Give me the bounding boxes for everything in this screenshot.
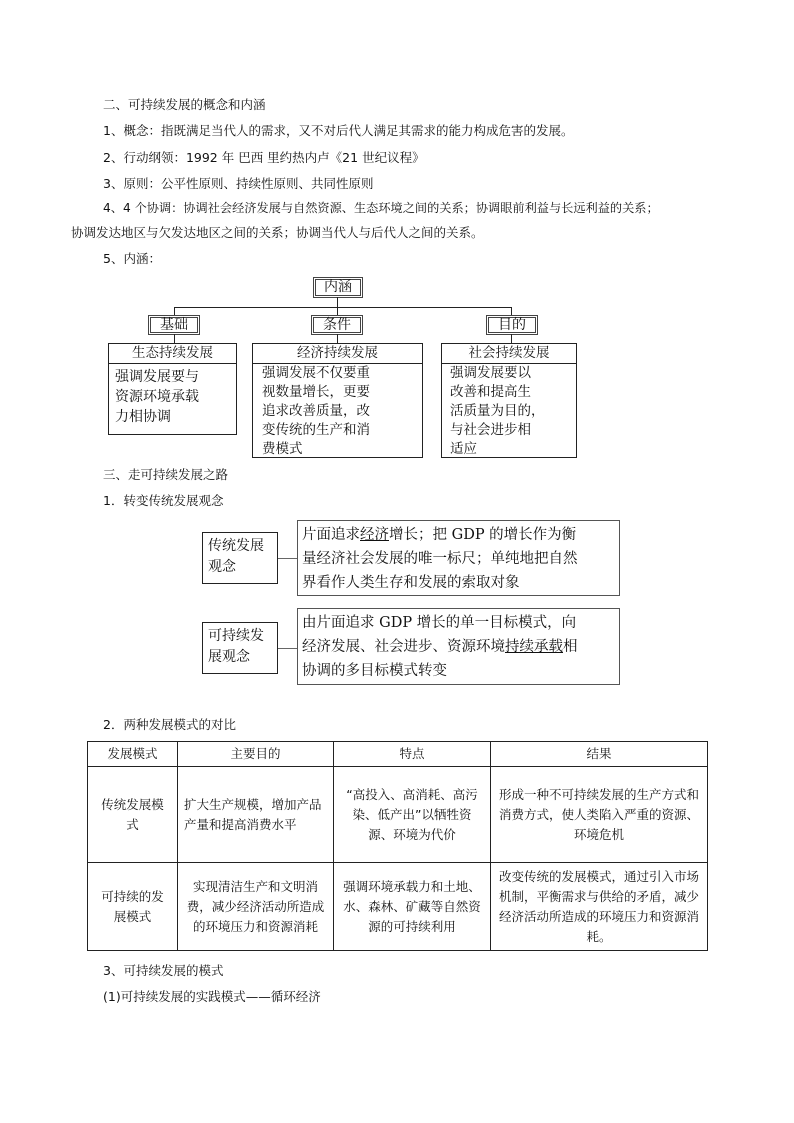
branch-title: 社会持续发展: [442, 344, 576, 364]
label-line: 可持续发: [208, 628, 264, 644]
table-cell: 扩大生产规模，增加产品产量和提高消费水平: [178, 767, 334, 863]
connotation-label: 5、内涵：: [103, 251, 161, 266]
table-header: 主要目的: [178, 742, 334, 767]
traditional-concept-desc: [297, 520, 620, 596]
underlined-term: 经济: [360, 527, 389, 543]
branch-desc-line: 视数量增长，更要: [262, 384, 370, 400]
diagram-category-purpose: 目的: [486, 315, 538, 335]
branch-desc-line: 改善和提高生: [450, 384, 531, 400]
table-cell: 强调环境承载力和土地、水、森林、矿藏等自然资源的可持续利用: [334, 863, 491, 951]
section-heading-3: 三、走可持续发展之路: [103, 467, 229, 482]
development-mode-table: [87, 741, 708, 951]
subheading-2: 2．两种发展模式的对比: [103, 717, 236, 732]
diagram-root: 内涵: [313, 277, 363, 298]
branch-desc-line: 强调发展要与: [115, 369, 199, 385]
branch-desc-line: 资源环境承载: [115, 389, 199, 405]
label-line: 展观念: [208, 649, 250, 665]
diagram-category-condition: 条件: [311, 315, 363, 335]
table-header: 结果: [491, 742, 708, 767]
subheading-1: 1．转变传统发展观念: [103, 493, 224, 508]
traditional-concept-label: [202, 532, 278, 584]
branch-desc-line: 适应: [450, 441, 477, 457]
agenda-line: 2、行动纲领：1992 年 巴西 里约热内卢《21 世纪议程》: [103, 150, 425, 165]
table-cell: “高投入、高消耗、高污染、低产出”以牺牲资源、环境为代价: [334, 767, 491, 863]
branch-desc-line: 变传统的生产和消: [262, 422, 370, 438]
principles-line: 3、原则：公平性原则、持续性原则、共同性原则: [103, 176, 374, 191]
desc-line: 片面追求经济增长；把 GDP 的增长作为衡: [302, 527, 577, 543]
desc-line: 界看作人类生存和发展的索取对象: [302, 575, 520, 591]
desc-part: 相: [563, 639, 578, 655]
table-header: 特点: [334, 742, 491, 767]
diagram-branch-ecological: [108, 343, 237, 435]
table-cell: 形成一种不可持续发展的生产方式和消费方式，使人类陷入严重的资源、环境危机: [491, 767, 708, 863]
label-line: 观念: [208, 559, 236, 575]
table-header-row: [88, 742, 708, 767]
section-heading-2: 二、可持续发展的概念和内涵: [103, 97, 266, 112]
diagram-branch-economic: [252, 343, 423, 458]
branch-title: 生态持续发展: [109, 344, 236, 364]
coordination-line-1: 4、4 个协调：协调社会经济发展与自然资源、生态环境之间的关系；协调眼前利益与长远利益的关系；: [103, 201, 659, 215]
sustainable-concept-desc: [297, 608, 620, 685]
diagram-category-foundation: 基础: [148, 315, 200, 335]
label-line: 传统发展: [208, 538, 264, 554]
underlined-term: 持续承载: [505, 639, 563, 655]
desc-line: 协调的多目标模式转变: [302, 663, 447, 679]
table-cell: 实现清洁生产和文明消费，减少经济活动所造成的环境压力和资源消耗: [178, 863, 334, 951]
table-row: [88, 863, 708, 951]
sustainable-concept-label: [202, 622, 278, 674]
branch-desc-line: 强调发展要以: [450, 365, 531, 381]
desc-line: [302, 635, 619, 659]
branch-desc-line: 与社会进步相: [450, 422, 531, 438]
table-cell: 传统发展模式: [88, 767, 178, 863]
concept-line: 1、概念：指既满足当代人的需求，又不对后代人满足其需求的能力构成危害的发展。: [103, 123, 574, 138]
branch-title: 经济持续发展: [253, 344, 422, 364]
table-row: [88, 767, 708, 863]
branch-desc-line: 力相协调: [115, 409, 171, 425]
branch-desc-line: 强调发展不仅要重: [262, 365, 370, 381]
coordination-line-2: 协调发达地区与欠发达地区之间的关系；协调当代人与后代人之间的关系。: [71, 225, 484, 240]
branch-desc-line: 活质量为目的，: [450, 403, 545, 419]
desc-line: 量经济社会发展的唯一标尺；单纯地把自然: [302, 551, 578, 567]
diagram-branch-social: [441, 343, 577, 458]
table-cell: 可持续的发展模式: [88, 863, 178, 951]
subheading-3-1: (1)可持续发展的实践模式——循环经济: [103, 989, 321, 1004]
table-cell: 改变传统的发展模式，通过引入市场机制，平衡需求与供给的矛盾，减少经济活动所造成的环境压力和资源消耗。: [491, 863, 708, 951]
subheading-3: 3、可持续发展的模式: [103, 963, 224, 978]
desc-line: 由片面追求 GDP 增长的单一目标模式，向: [302, 615, 577, 631]
branch-desc-line: 追求改善质量，改: [262, 403, 370, 419]
desc-part: 经济发展、社会进步、资源环境: [302, 639, 505, 655]
table-header: 发展模式: [88, 742, 178, 767]
branch-desc-line: 费模式: [262, 441, 303, 457]
